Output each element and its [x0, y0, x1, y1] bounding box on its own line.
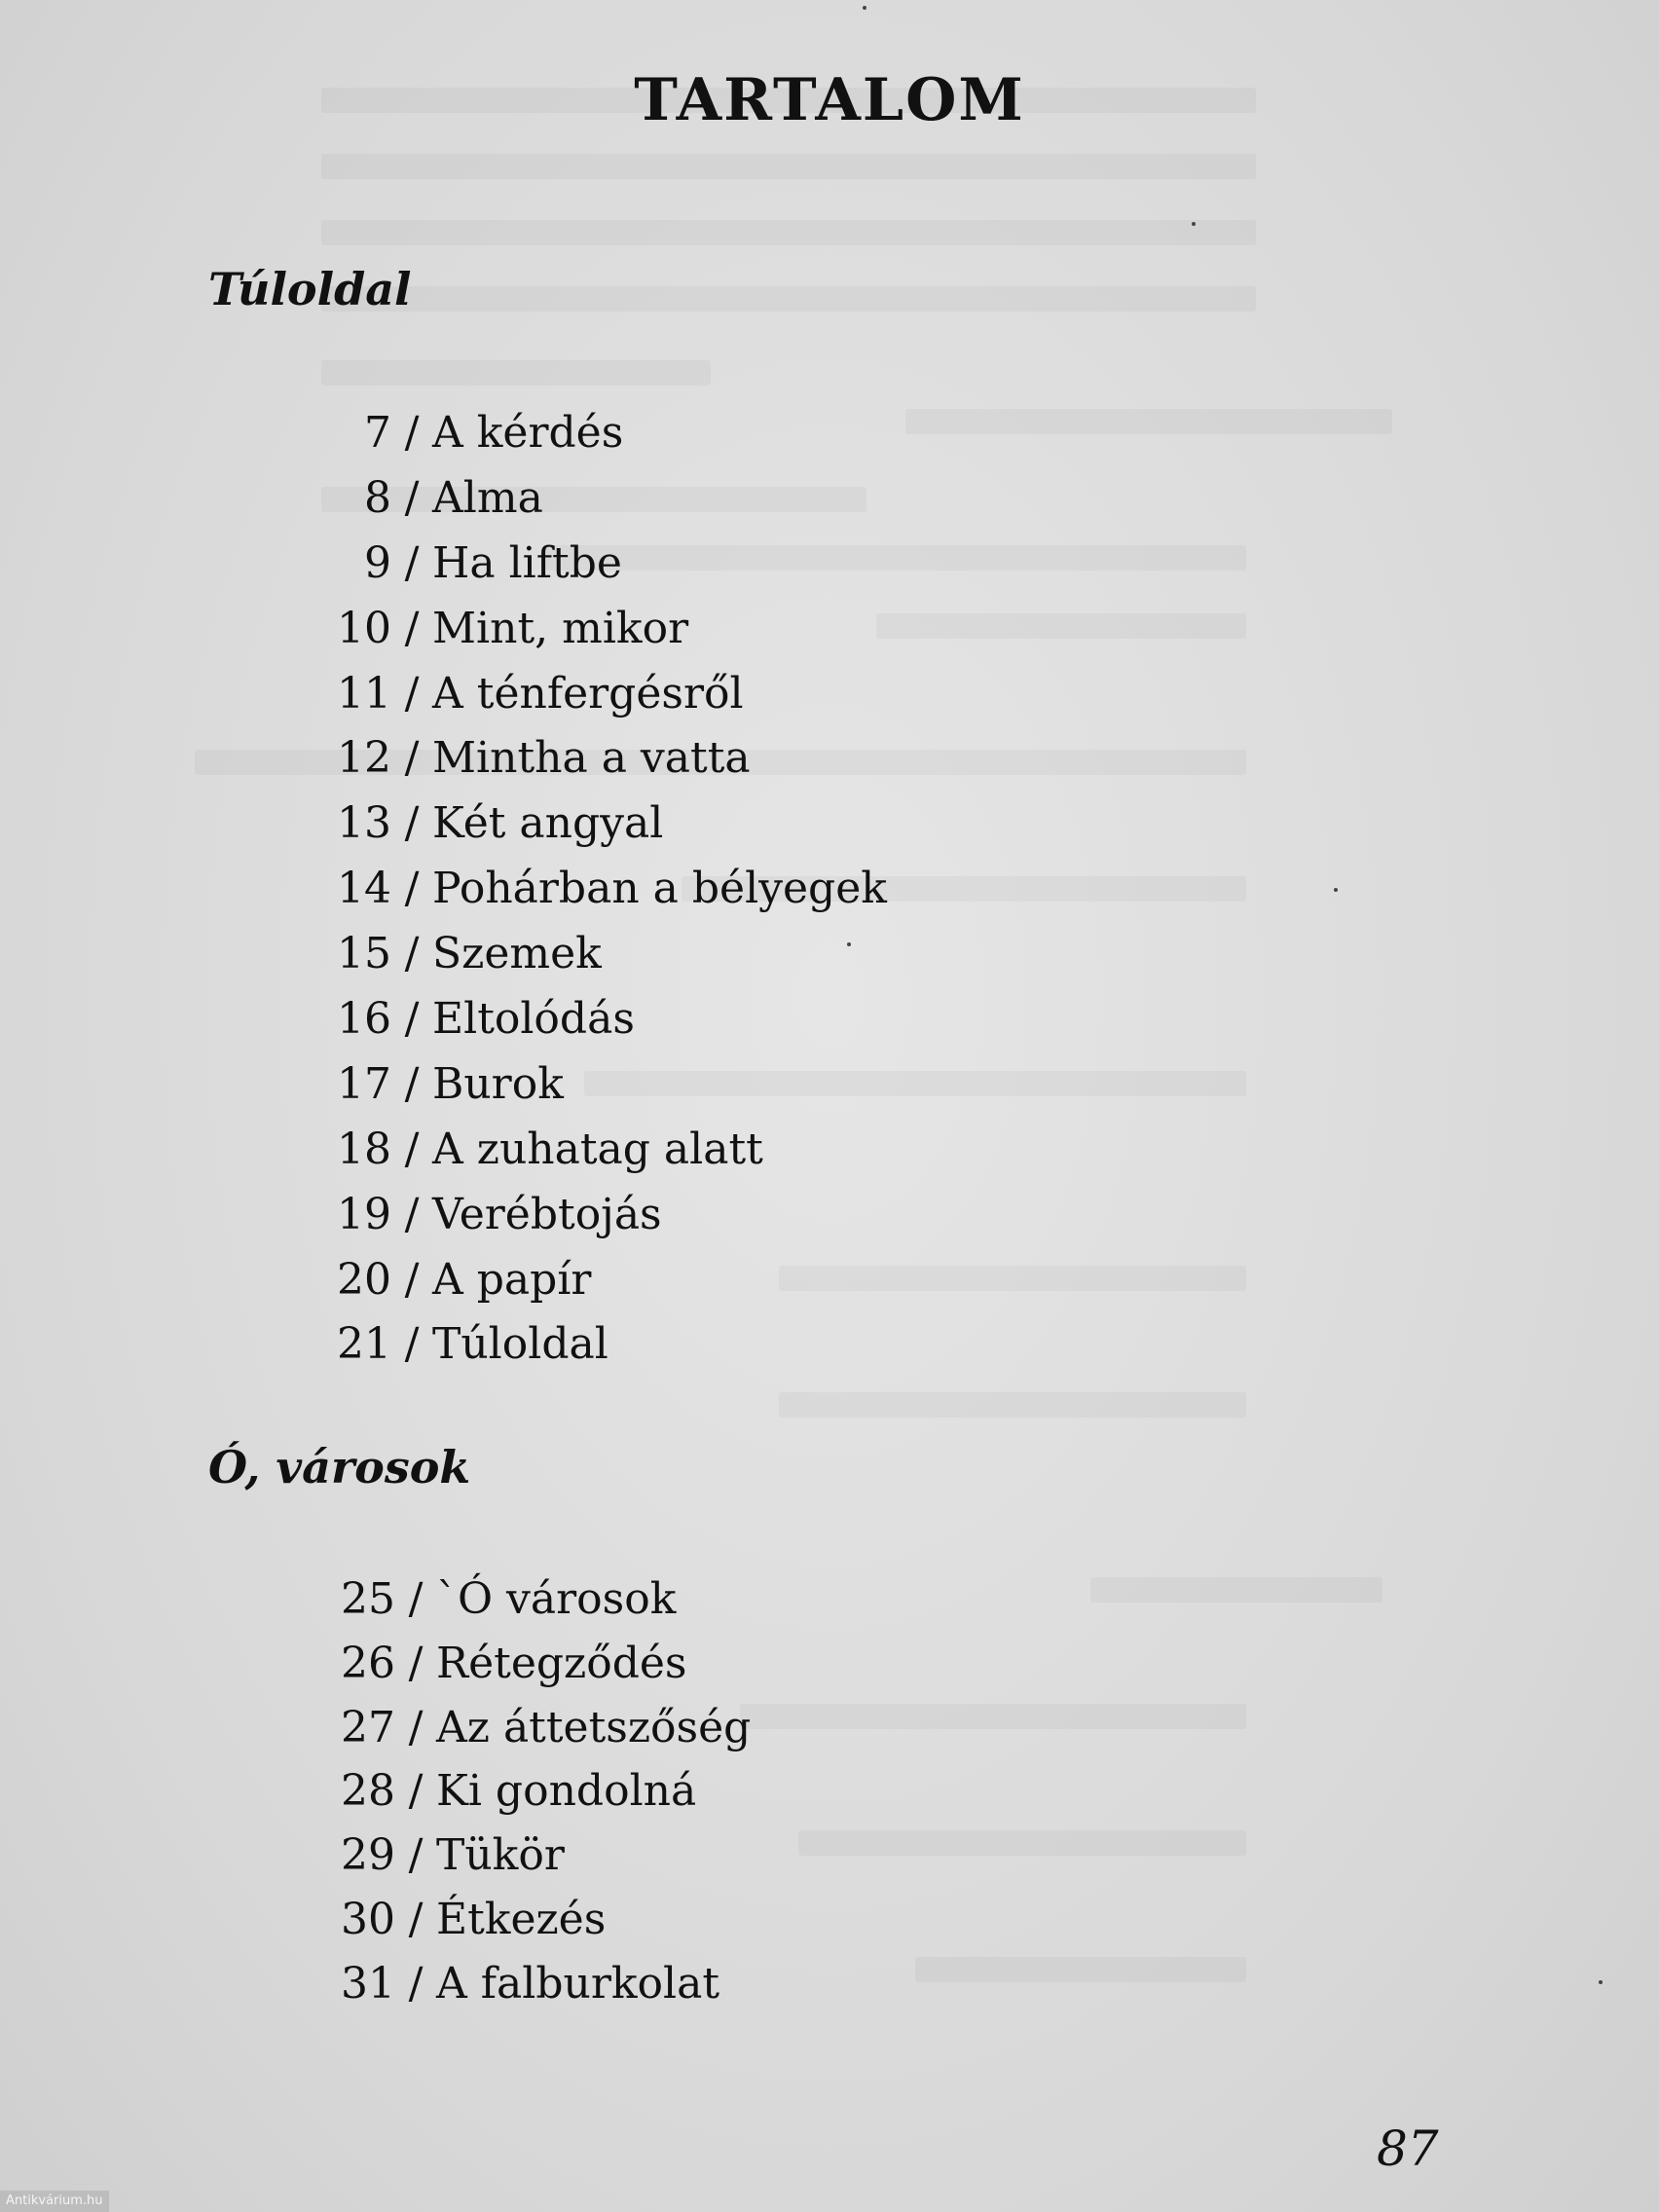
toc-entry-title: Szemek [432, 929, 602, 979]
toc-entry [325, 1567, 751, 1632]
toc-separator: / [404, 864, 420, 914]
toc-entry [321, 597, 887, 662]
toc-separator: / [404, 1189, 420, 1239]
toc-entry-title: Az áttetszőség [436, 1702, 752, 1752]
toc-page-number: 21 [337, 1319, 391, 1370]
toc-entry [325, 1952, 751, 2016]
toc-page-number: 8 [364, 472, 391, 523]
toc-separator: / [408, 1638, 424, 1688]
toc-page-number: 7 [364, 408, 391, 458]
toc-separator: / [404, 1058, 420, 1109]
toc-page-number: 19 [337, 1189, 391, 1239]
toc-page-number: 9 [364, 537, 391, 588]
toc-separator: / [408, 1830, 424, 1881]
toc-entry [325, 1632, 751, 1696]
toc-entry-title: A zuhatag alatt [432, 1124, 763, 1174]
toc-separator: / [408, 1894, 424, 1944]
toc-entry-title: Ha liftbe [432, 537, 622, 588]
toc-separator: / [404, 472, 420, 523]
toc-entry-title: Mintha a vatta [432, 733, 751, 784]
toc-entry-title: Két angyal [432, 798, 664, 849]
toc-entry [321, 1312, 887, 1378]
toc-page-number: 11 [337, 668, 391, 719]
toc-page-number: 10 [337, 603, 391, 653]
toc-entry-title: Étkezés [436, 1894, 607, 1944]
toc-separator: / [404, 603, 420, 653]
toc-entry [321, 1052, 887, 1118]
toc-separator: / [404, 798, 420, 849]
toc-entry-title: Túloldal [432, 1319, 608, 1370]
toc-entry-title: Mint, mikor [432, 603, 689, 653]
toc-page-number: 26 [341, 1638, 395, 1688]
toc-entry-title: A ténfergésről [432, 668, 744, 719]
toc-entry-title: Verébtojás [432, 1189, 662, 1239]
toc-entry-title: A kérdés [432, 408, 624, 458]
toc-entry-title: A falburkolat [436, 1958, 720, 2009]
toc-entry [321, 1118, 887, 1183]
toc-entry [321, 532, 887, 597]
toc-page-number: 20 [337, 1254, 391, 1305]
toc-separator: / [404, 994, 420, 1045]
toc-separator: / [408, 1574, 424, 1624]
toc-page-number: 12 [337, 733, 391, 784]
dust-speck [1599, 1980, 1603, 1984]
toc-entry [321, 1248, 887, 1313]
dust-speck [1334, 888, 1338, 892]
toc-entry-title: Eltolódás [432, 994, 635, 1045]
toc-entry [321, 792, 887, 857]
toc-separator: / [404, 408, 420, 458]
toc-entry-title: Burok [432, 1058, 564, 1109]
dust-speck [863, 6, 866, 10]
toc-separator: / [404, 733, 420, 784]
toc-page-number: 25 [341, 1574, 395, 1624]
toc-entry-title: Tükör [436, 1830, 565, 1881]
section-title: Ó, városok [208, 1441, 471, 1493]
toc-entry-title: Pohárban a bélyegek [432, 864, 887, 914]
toc-separator: / [408, 1766, 424, 1817]
toc-entry-title: A papír [432, 1254, 592, 1305]
toc-entry [321, 726, 887, 792]
toc-page-number: 27 [341, 1702, 395, 1752]
toc-entry-title: `Ó városok [436, 1574, 677, 1624]
toc-page-number: 18 [337, 1124, 391, 1174]
toc-separator: / [404, 668, 420, 719]
toc-entry [325, 1824, 751, 1888]
toc-entry-title: Ki gondolná [436, 1766, 697, 1817]
toc-page-number: 17 [337, 1058, 391, 1109]
toc-page-number: 14 [337, 864, 391, 914]
toc-page-number: 31 [341, 1958, 395, 2009]
toc-entry-title: Alma [432, 472, 543, 523]
dust-speck [1192, 222, 1196, 226]
toc-page-number: 30 [341, 1894, 395, 1944]
toc-entry [325, 1696, 751, 1760]
toc-entry [321, 466, 887, 532]
toc-list [321, 401, 887, 1378]
toc-separator: / [404, 1319, 420, 1370]
toc-page-number: 15 [337, 929, 391, 979]
toc-page-number: 13 [337, 798, 391, 849]
toc-page-number: 29 [341, 1830, 395, 1881]
toc-entry [321, 987, 887, 1052]
toc-separator: / [408, 1702, 424, 1752]
toc-separator: / [404, 1254, 420, 1305]
toc-page-number: 28 [341, 1766, 395, 1817]
toc-entry [321, 401, 887, 466]
toc-separator: / [404, 537, 420, 588]
section-title: Túloldal [208, 263, 412, 315]
toc-entry [321, 922, 887, 987]
toc-entry [321, 857, 887, 922]
toc-separator: / [404, 1124, 420, 1174]
toc-entry [325, 1888, 751, 1952]
toc-page-number: 16 [337, 994, 391, 1045]
toc-entry [325, 1759, 751, 1824]
toc-separator: / [408, 1958, 424, 2009]
page-title: TARTALOM [634, 66, 1025, 134]
toc-separator: / [404, 929, 420, 979]
toc-list [325, 1567, 751, 2016]
toc-entry-title: Rétegződés [436, 1638, 687, 1688]
page-number: 87 [1377, 2120, 1439, 2177]
watermark: Antikvárium.hu [0, 2191, 109, 2212]
toc-entry [321, 662, 887, 727]
toc-entry [321, 1183, 887, 1248]
